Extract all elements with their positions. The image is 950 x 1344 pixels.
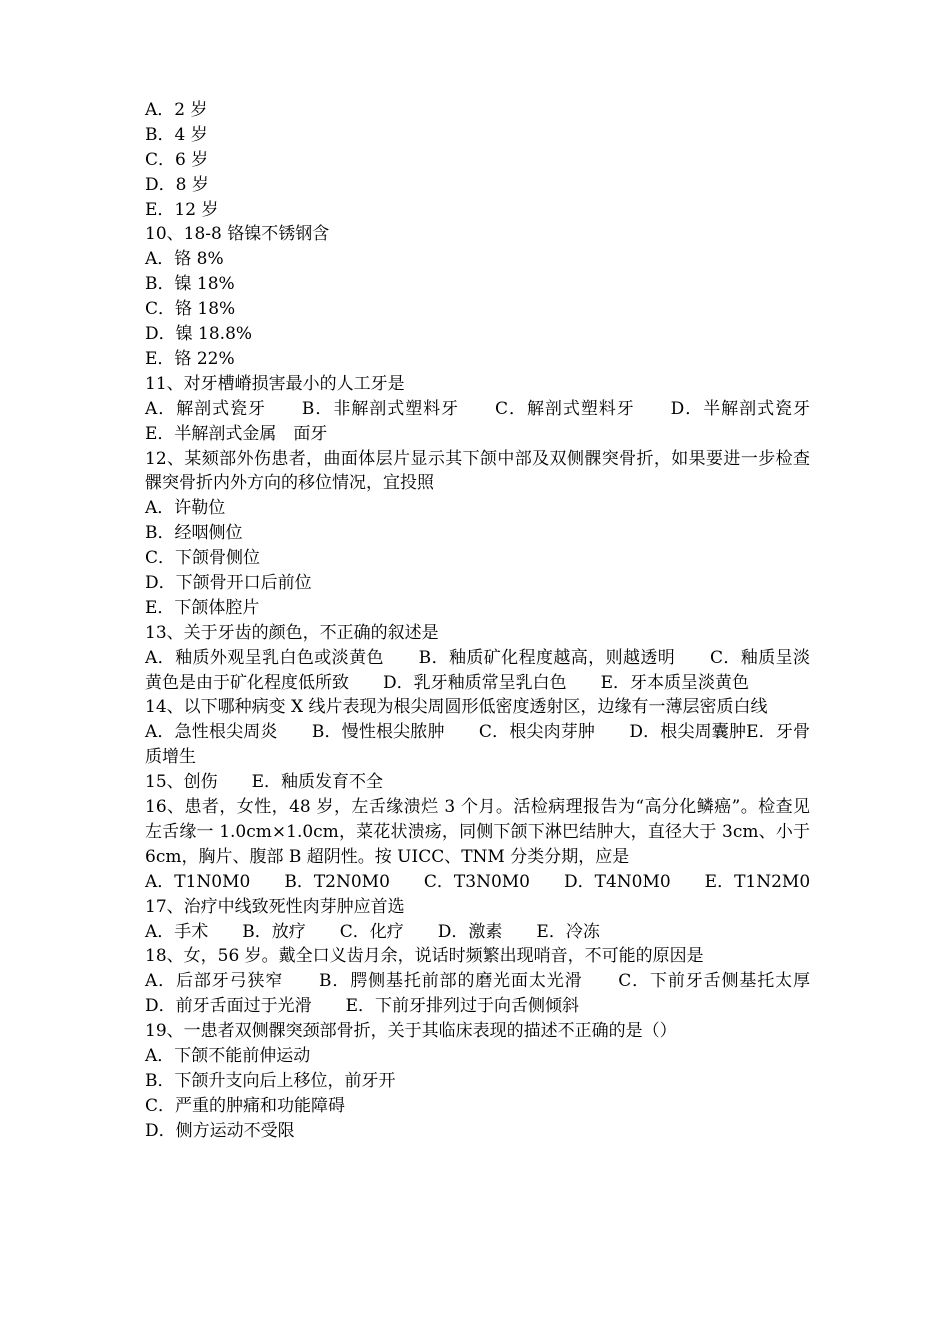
text-line: D．侧方运动不受限	[145, 1120, 295, 1141]
text-line: A．铬 8%	[145, 249, 224, 270]
text-line: D．镍 18.8%	[145, 324, 253, 345]
question-title: 19、一患者双侧髁突颈部骨折，关于其临床表现的描述不正确的是（）	[145, 1021, 677, 1042]
question-title: 10、18-8 铬镍不锈钢含	[145, 224, 330, 245]
text-line: B．4 岁	[145, 124, 208, 145]
text-line: A．T1N0M0 B．T2N0M0 C．T3N0M0 D．T4N0M0 E．T1N2M0	[145, 871, 811, 892]
text-line: B．下颌升支向后上移位，前牙开	[145, 1070, 396, 1091]
document-content	[145, 98, 844, 1144]
text-line: E．12 岁	[145, 199, 219, 220]
text-line: D．8 岁	[145, 174, 209, 195]
text-line: E．下颌体腔片	[145, 597, 260, 618]
text-line: A．2 岁	[145, 100, 208, 120]
question-paragraph: 12、某颏部外伤患者，曲面体层片显示其下颌中部及双侧髁突骨折，如果要进一步检查髁突骨折内外方向的移位情况，宜投照	[145, 448, 810, 494]
text-line: A．许勒位	[145, 498, 226, 519]
question-paragraph: 16、患者，女性，48 岁，左舌缘溃烂 3 个月。活检病理报告为“高分化鳞癌”。检查见左舌缘一 1.0cm×1.0cm，菜花状溃疡，同侧下颌下淋巴结肿大，直径大于 3cm、小于 6cm，胸片、腹部 B 超阴性。按 UICC、TNM 分类分期，应是	[145, 797, 810, 867]
text-line: B．镍 18%	[145, 274, 235, 295]
options-paragraph: A．急性根尖周炎 B．慢性根尖脓肿 C．根尖肉芽肿 D．根尖周囊肿E．牙骨质增生	[145, 722, 810, 768]
text-line: A．手术 B．放疗 C．化疗 D．激素 E．冷冻	[145, 921, 600, 942]
text-line: C．6 岁	[145, 149, 209, 170]
text-line: B．经咽侧位	[145, 523, 243, 544]
question-title: 17、治疗中线致死性肉芽肿应首选	[145, 896, 405, 917]
text-line: 15、创伤 E．釉质发育不全	[145, 772, 384, 793]
options-paragraph: A．解剖式瓷牙 B．非解剖式塑料牙 C．解剖式塑料牙 D．半解剖式瓷牙 E．半解剖式金属 面牙	[145, 398, 844, 444]
question-title: 13、关于牙齿的颜色，不正确的叙述是	[145, 622, 439, 643]
text-line: E．铬 22%	[145, 348, 235, 369]
options-paragraph: A．釉质外观呈乳白色或淡黄色 B．釉质矿化程度越高，则越透明 C．釉质呈淡黄色是由于矿化程度低所致 D．乳牙釉质常呈乳白色 E．牙本质呈淡黄色	[145, 647, 810, 693]
question-title: 11、对牙槽嵴损害最小的人工牙是	[145, 373, 405, 394]
text-line: C．铬 18%	[145, 299, 236, 320]
text-line: A．下颌不能前伸运动	[145, 1046, 311, 1067]
options-paragraph: A．后部牙弓狭窄 B．腭侧基托前部的磨光面太光滑 C．下前牙舌侧基托太厚 D．前牙舌面过于光滑 E．下前牙排列过于向舌侧倾斜	[145, 971, 844, 1017]
question-paragraph: 14、以下哪种病变 X 线片表现为根尖周圆形低密度透射区，边缘有一薄层密质白线	[145, 697, 768, 718]
text-line: C．严重的肿痛和功能障碍	[145, 1095, 346, 1116]
question-title: 18、女，56 岁。戴全口义齿月余，说话时频繁出现哨音，不可能的原因是	[145, 946, 704, 967]
text-line: C．下颌骨侧位	[145, 548, 261, 569]
text-line: D．下颌骨开口后前位	[145, 572, 312, 593]
